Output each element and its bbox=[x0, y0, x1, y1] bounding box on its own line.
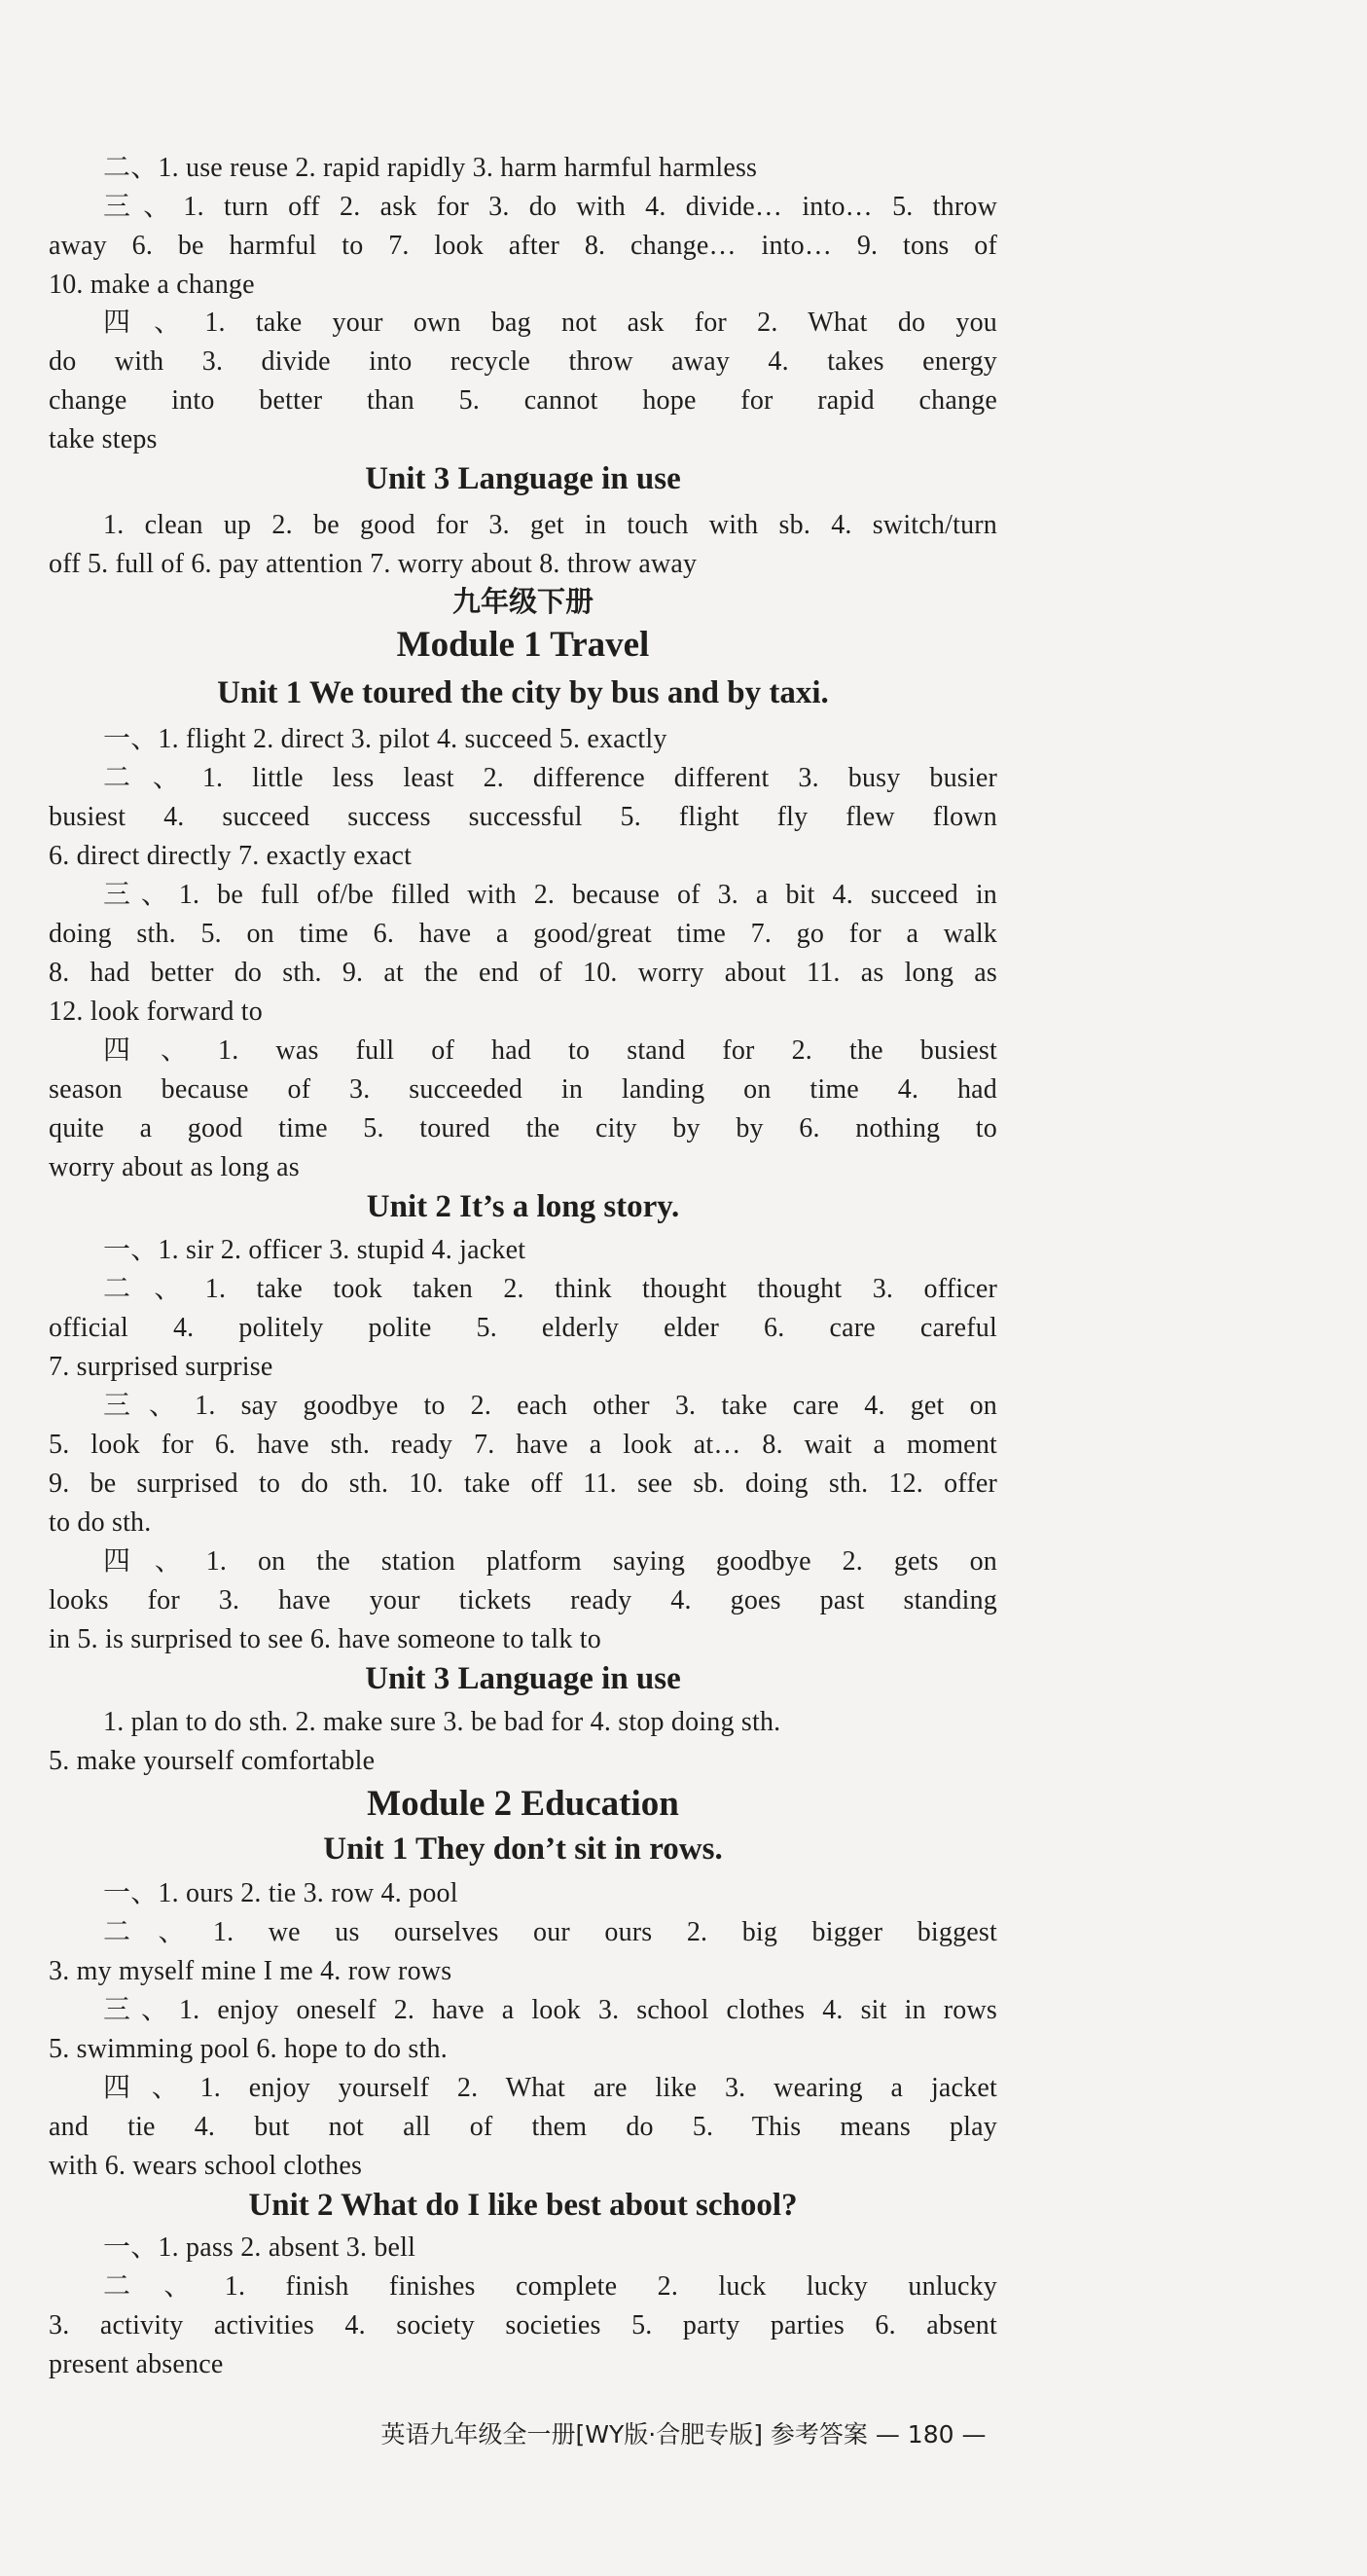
answer-line: in 5. is surprised to see 6. have someone to talk to bbox=[49, 1624, 601, 1654]
answer-line: 二、1. finish finishes complete 2. luck lucky unlucky bbox=[103, 2271, 997, 2302]
answer-line: take steps bbox=[49, 424, 158, 454]
answer-line: busiest 4. succeed success successful 5. flight fly flew flown bbox=[49, 802, 997, 832]
answer-line: season because of 3. succeeded in landing on time 4. had bbox=[49, 1074, 997, 1105]
answer-line: away 6. be harmful to 7. look after 8. change… into… 9. tons of bbox=[49, 231, 997, 261]
unit-heading: Unit 1 We toured the city by bus and by taxi. bbox=[217, 675, 829, 710]
answer-line: official 4. politely polite 5. elderly elder 6. care careful bbox=[49, 1313, 997, 1343]
answer-line: 6. direct directly 7. exactly exact bbox=[49, 841, 413, 871]
answer-line: do with 3. divide into recycle throw away 4. takes energy bbox=[49, 346, 997, 377]
answer-line: 二、1. use reuse 2. rapid rapidly 3. harm harmful harmless bbox=[103, 153, 758, 183]
answer-line: 三、1. say goodbye to 2. each other 3. take care 4. get on bbox=[103, 1391, 997, 1421]
answer-line: present absence bbox=[49, 2349, 224, 2379]
unit-heading: Unit 3 Language in use bbox=[365, 1661, 681, 1696]
answer-line: quite a good time 5. toured the city by by 6. nothing to bbox=[49, 1113, 997, 1143]
answer-line: 7. surprised surprise bbox=[49, 1352, 273, 1382]
answer-line: 3. my myself mine I me 4. row rows bbox=[49, 1956, 452, 1986]
answer-line: 9. be surprised to do sth. 10. take off 11. see sb. doing sth. 12. offer bbox=[49, 1469, 997, 1499]
answer-line: 三、1. enjoy oneself 2. have a look 3. school clothes 4. sit in rows bbox=[103, 1995, 997, 2025]
unit-heading: Unit 2 What do I like best about school? bbox=[248, 2188, 798, 2223]
answer-line: 12. look forward to bbox=[49, 997, 263, 1027]
grade-heading: 九年级下册 bbox=[451, 585, 594, 618]
answer-line: doing sth. 5. on time 6. have a good/great time 7. go for a walk bbox=[49, 919, 997, 949]
unit-heading: Unit 2 It’s a long story. bbox=[366, 1189, 680, 1224]
answer-line: 一、1. sir 2. officer 3. stupid 4. jacket bbox=[103, 1235, 526, 1265]
answer-line: 10. make a change bbox=[49, 270, 255, 300]
answer-line: 二、1. we us ourselves our ours 2. big bigger biggest bbox=[103, 1917, 997, 1947]
answer-line: 一、1. pass 2. absent 3. bell bbox=[103, 2232, 416, 2263]
answer-line: 3. activity activities 4. society societies 5. party parties 6. absent bbox=[49, 2310, 997, 2340]
answer-line: 四、1. enjoy yourself 2. What are like 3. wearing a jacket bbox=[103, 2073, 997, 2103]
answer-line: 四、1. take your own bag not ask for 2. What do you bbox=[103, 308, 997, 338]
module-heading: Module 1 Travel bbox=[396, 625, 650, 665]
answer-line: change into better than 5. cannot hope for rapid change bbox=[49, 385, 997, 416]
answer-line: 三、1. turn off 2. ask for 3. do with 4. divide… into… 5. throw bbox=[103, 192, 997, 222]
answer-line: 一、1. ours 2. tie 3. row 4. pool bbox=[103, 1878, 458, 1908]
answer-line: looks for 3. have your tickets ready 4. goes past standing bbox=[49, 1585, 997, 1615]
answer-line: 三、1. be full of/be filled with 2. because of 3. a bit 4. succeed in bbox=[103, 880, 997, 910]
answer-line: 一、1. flight 2. direct 3. pilot 4. succeed 5. exactly bbox=[103, 724, 667, 754]
answer-line: 5. swimming pool 6. hope to do sth. bbox=[49, 2034, 448, 2064]
answer-line: 四、1. was full of had to stand for 2. the busiest bbox=[103, 1035, 997, 1066]
answer-line: 1. clean up 2. be good for 3. get in touch with sb. 4. switch/turn bbox=[103, 510, 997, 540]
answer-line: off 5. full of 6. pay attention 7. worry about 8. throw away bbox=[49, 549, 698, 579]
unit-heading: Unit 1 They don’t sit in rows. bbox=[323, 1832, 723, 1867]
answer-line: and tie 4. but not all of them do 5. This means play bbox=[49, 2112, 997, 2142]
answer-line: worry about as long as bbox=[49, 1152, 300, 1182]
answer-line: 二、1. little less least 2. difference different 3. busy busier bbox=[103, 763, 997, 793]
answer-line: with 6. wears school clothes bbox=[49, 2151, 363, 2181]
answer-line: 二、1. take took taken 2. think thought thought 3. officer bbox=[103, 1274, 997, 1304]
answer-line: 5. look for 6. have sth. ready 7. have a look at… 8. wait a moment bbox=[49, 1430, 997, 1460]
unit-heading: Unit 3 Language in use bbox=[365, 461, 681, 496]
page-footer: 英语九年级全一册[WY版·合肥专版] 参考答案 — 180 — bbox=[380, 2420, 987, 2449]
answer-line: 四、1. on the station platform saying goodbye 2. gets on bbox=[103, 1546, 997, 1577]
module-heading: Module 2 Education bbox=[367, 1784, 679, 1824]
answer-line: 5. make yourself comfortable bbox=[49, 1746, 376, 1776]
answer-line: 8. had better do sth. 9. at the end of 10. worry about 11. as long as bbox=[49, 958, 997, 988]
answer-line: 1. plan to do sth. 2. make sure 3. be bad for 4. stop doing sth. bbox=[103, 1707, 781, 1737]
answer-line: to do sth. bbox=[49, 1507, 152, 1538]
